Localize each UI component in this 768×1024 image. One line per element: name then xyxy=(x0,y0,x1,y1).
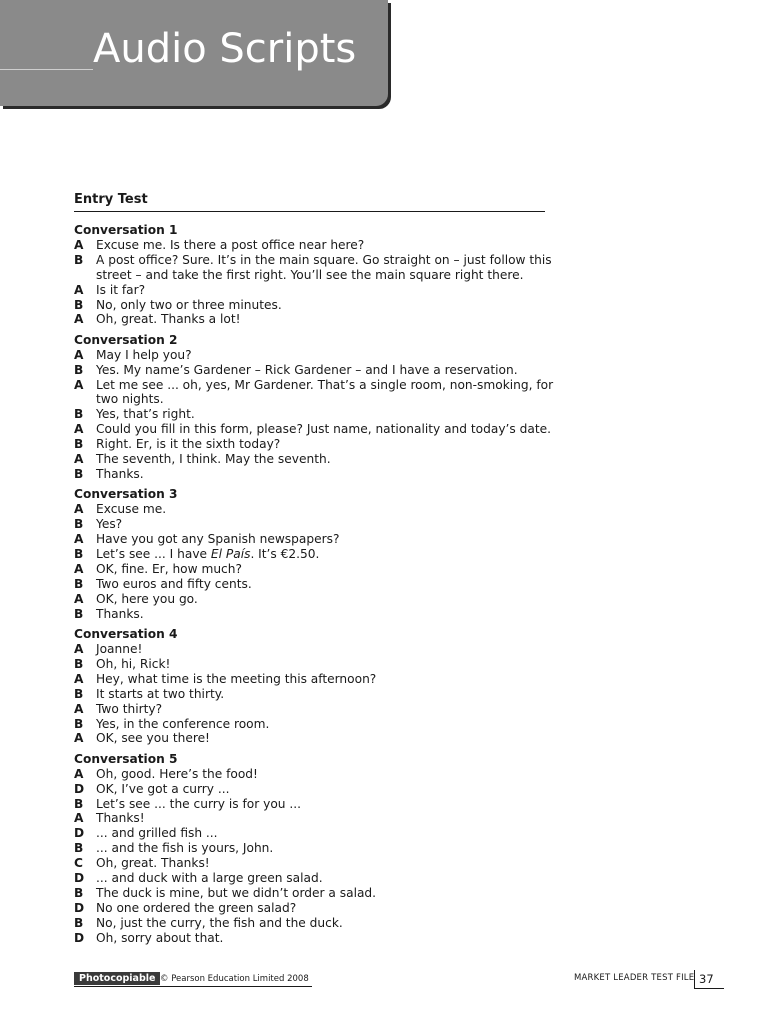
dialogue-line xyxy=(74,502,554,517)
speaker-label: A xyxy=(74,811,84,826)
speaker-label: A xyxy=(74,422,84,437)
header-divider xyxy=(0,69,93,70)
speaker-label: B xyxy=(74,467,84,481)
speaker-label: D xyxy=(74,930,85,945)
dialogue-line xyxy=(74,901,554,916)
copyright-notice: © Pearson Education Limited 2008 xyxy=(160,974,309,984)
speaker-label: D xyxy=(74,900,85,915)
speaker-label: B xyxy=(74,297,84,312)
dialogue-text: The seventh, I think. May the seventh. xyxy=(96,452,331,467)
dialogue-text: Right. Er, is it the sixth today? xyxy=(96,437,281,452)
conversation-block xyxy=(74,752,554,946)
dialogue-line xyxy=(74,916,554,931)
conversation-block xyxy=(74,333,554,482)
dialogue-line xyxy=(74,363,554,378)
speaker-label: A xyxy=(74,641,84,656)
dialogue-text: Two thirty? xyxy=(96,701,163,716)
dialogue-line xyxy=(74,532,554,547)
dialogue-text: Excuse me. Is there a post office near here? xyxy=(96,237,365,252)
dialogue-line xyxy=(74,577,554,592)
dialogue-text: May I help you? xyxy=(96,347,192,362)
conversation-title: Conversation 5 xyxy=(74,751,178,766)
dialogue-text: ... and duck with a large green salad. xyxy=(96,871,323,886)
dialogue-text: Oh, sorry about that. xyxy=(96,930,224,945)
speaker-label: B xyxy=(74,547,84,562)
speaker-label: B xyxy=(74,686,84,701)
dialogue-line xyxy=(74,407,554,422)
dialogue-text: Yes, that’s right. xyxy=(96,407,195,422)
dialogue-line xyxy=(74,348,554,363)
dialogue-text: Oh, good. Here’s the food! xyxy=(96,766,258,781)
conversation-block xyxy=(74,487,554,621)
dialogue-line xyxy=(74,841,554,856)
speaker-label: B xyxy=(74,606,84,621)
speaker-label: A xyxy=(74,347,84,362)
dialogue-text: Is it far? xyxy=(96,282,146,297)
speaker-label: B xyxy=(74,656,84,671)
dialogue-line xyxy=(74,437,554,452)
dialogue-line xyxy=(74,547,554,562)
dialogue-line xyxy=(74,253,554,283)
dialogue-text: Let me see ... oh, yes, Mr Gardener. That’s a single room, non-smoking, for two nights. xyxy=(96,377,554,407)
speaker-label: A xyxy=(74,591,84,606)
speaker-label: B xyxy=(74,517,84,532)
page-title: Audio Scripts xyxy=(93,26,357,72)
dialogue-line xyxy=(74,467,554,482)
book-title: MARKET LEADER TEST FILE xyxy=(574,973,695,983)
speaker-label: A xyxy=(74,532,84,547)
dialogue-line xyxy=(74,607,554,622)
dialogue-text: OK, see you there! xyxy=(96,731,210,746)
speaker-label: B xyxy=(74,362,84,377)
dialogue-line xyxy=(74,312,554,327)
dialogue-text: No, just the curry, the fish and the duck. xyxy=(96,915,343,930)
dialogue-line xyxy=(74,642,554,657)
dialogue-line xyxy=(74,797,554,812)
speaker-label: B xyxy=(74,885,84,900)
dialogue-line xyxy=(74,811,554,826)
conversation-title: Conversation 2 xyxy=(74,332,178,347)
page-number-separator xyxy=(694,970,695,988)
dialogue-text: Two euros and fifty cents. xyxy=(96,576,252,591)
dialogue-text: The duck is mine, but we didn’t order a salad. xyxy=(96,885,377,900)
dialogue-text: Thanks. xyxy=(96,467,144,481)
dialogue-text: Yes. My name’s Gardener – Rick Gardener – and I have a reservation. xyxy=(96,362,518,377)
dialogue-line xyxy=(74,422,554,437)
dialogue-line xyxy=(74,717,554,732)
conversation-title: Conversation 4 xyxy=(74,627,178,642)
dialogue-line xyxy=(74,238,554,253)
dialogue-line xyxy=(74,687,554,702)
speaker-label: B xyxy=(74,576,84,591)
speaker-label: D xyxy=(74,871,85,886)
speaker-label: A xyxy=(74,502,84,517)
dialogue-text: Have you got any Spanish newspapers? xyxy=(96,532,340,547)
scripts-body xyxy=(74,223,554,951)
dialogue-text: No, only two or three minutes. xyxy=(96,297,282,312)
speaker-label: B xyxy=(74,437,84,452)
speaker-label: A xyxy=(74,377,84,392)
dialogue-line xyxy=(74,886,554,901)
speaker-label: C xyxy=(74,856,83,871)
dialogue-text: No one ordered the green salad? xyxy=(96,900,297,915)
speaker-label: A xyxy=(74,766,84,781)
dialogue-text: A post office? Sure. It’s in the main square. Go straight on – just follow this street – and take the first right. You’ll see the main square right there. xyxy=(96,252,552,282)
conversation-block xyxy=(74,627,554,746)
page-number: 37 xyxy=(699,972,714,986)
dialogue-text: Thanks. xyxy=(96,606,144,621)
dialogue-text: Could you fill in this form, please? Just name, nationality and today’s date. xyxy=(96,422,552,437)
conversation-title: Conversation 1 xyxy=(74,223,178,237)
dialogue-text: OK, here you go. xyxy=(96,591,198,606)
conversation-block xyxy=(74,223,554,327)
dialogue-line xyxy=(74,856,554,871)
speaker-label: B xyxy=(74,407,84,422)
dialogue-line xyxy=(74,657,554,672)
speaker-label: B xyxy=(74,796,84,811)
speaker-label: A xyxy=(74,671,84,686)
footer-divider xyxy=(74,986,312,987)
dialogue-text: Let’s see ... I have El País. It’s €2.50. xyxy=(96,547,320,562)
section-heading: Entry Test xyxy=(74,192,148,207)
dialogue-line xyxy=(74,452,554,467)
conversation-title: Conversation 3 xyxy=(74,487,178,502)
dialogue-text: OK, fine. Er, how much? xyxy=(96,561,242,576)
dialogue-text: Yes, in the conference room. xyxy=(96,716,270,731)
dialogue-line xyxy=(74,283,554,298)
dialogue-text: Joanne! xyxy=(96,641,143,656)
speaker-label: A xyxy=(74,282,84,297)
dialogue-text: Thanks! xyxy=(96,811,145,826)
speaker-label: D xyxy=(74,781,85,796)
dialogue-line xyxy=(74,782,554,797)
dialogue-text: OK, I’ve got a curry ... xyxy=(96,781,230,796)
dialogue-text: Oh, great. Thanks a lot! xyxy=(96,312,241,327)
section-divider xyxy=(74,211,545,212)
speaker-label: B xyxy=(74,716,84,731)
speaker-label: B xyxy=(74,841,84,856)
dialogue-line xyxy=(74,672,554,687)
photocopiable-badge: Photocopiable xyxy=(74,972,160,985)
dialogue-line xyxy=(74,517,554,532)
speaker-label: A xyxy=(74,731,84,746)
speaker-label: B xyxy=(74,915,84,930)
dialogue-text: Oh, hi, Rick! xyxy=(96,656,171,671)
speaker-label: A xyxy=(74,452,84,467)
dialogue-line xyxy=(74,298,554,313)
speaker-label: A xyxy=(74,701,84,716)
speaker-label: B xyxy=(74,252,84,267)
dialogue-text: Oh, great. Thanks! xyxy=(96,856,210,871)
speaker-label: A xyxy=(74,237,84,252)
dialogue-line xyxy=(74,826,554,841)
dialogue-line xyxy=(74,378,554,408)
dialogue-text: Let’s see ... the curry is for you ... xyxy=(96,796,301,811)
dialogue-line xyxy=(74,702,554,717)
speaker-label: D xyxy=(74,826,85,841)
dialogue-text: ... and grilled fish ... xyxy=(96,826,218,841)
dialogue-text: Excuse me. xyxy=(96,502,167,517)
dialogue-line xyxy=(74,731,554,746)
dialogue-text: ... and the fish is yours, John. xyxy=(96,841,274,856)
dialogue-text: It starts at two thirty. xyxy=(96,686,225,701)
dialogue-line xyxy=(74,592,554,607)
dialogue-text: Hey, what time is the meeting this afternoon? xyxy=(96,671,377,686)
dialogue-text: Yes? xyxy=(96,517,123,532)
page-number-rule xyxy=(694,988,724,989)
speaker-label: A xyxy=(74,561,84,576)
speaker-label: A xyxy=(74,312,84,327)
dialogue-line xyxy=(74,931,554,946)
dialogue-line xyxy=(74,562,554,577)
dialogue-line xyxy=(74,767,554,782)
dialogue-line xyxy=(74,871,554,886)
